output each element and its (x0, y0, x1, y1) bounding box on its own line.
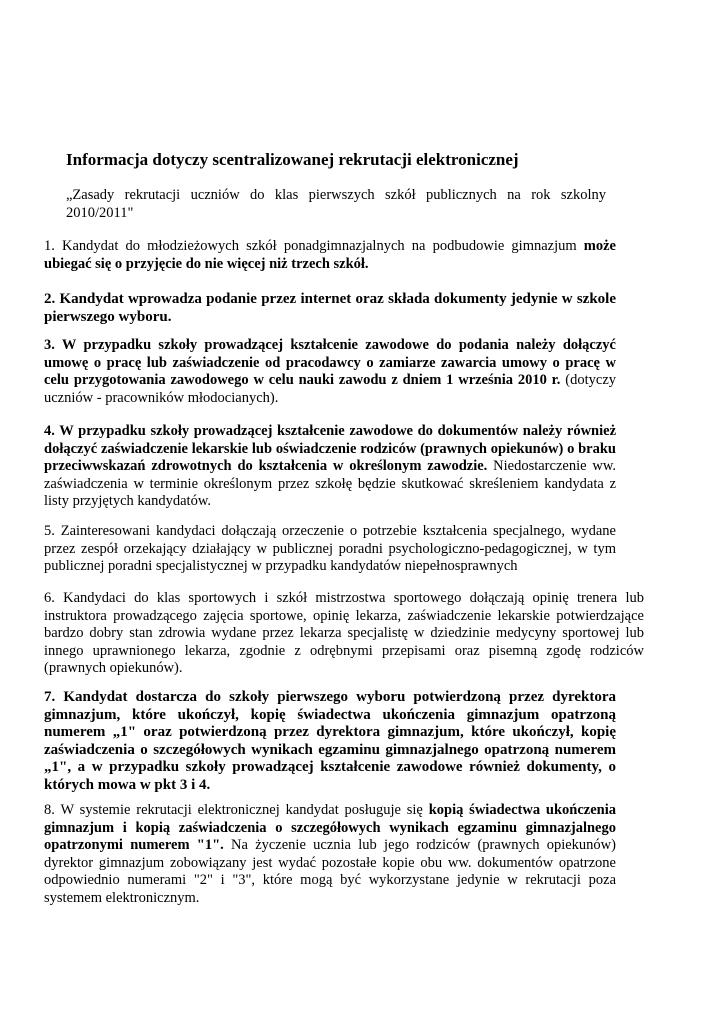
paragraph-8-text-b: Na życzenie ucznia lub jego rodziców (prawnych opiekunów) dyrektor gimnazjum zobowiązany jest wydać pozostałe kopie obu ww. dokumentów opatrzone odpowiednio numerami "2" i "3", które mogą być wykorzystane jedynie w rekrutacji poza systemem elektronicznym. (44, 837, 616, 906)
paragraph-8-bold: kopią świadectwa ukończenia gimnazjum i kopią zaświadczenia o szczegółowych wynikach egzaminu gimnazjalnego opatrzonymi numerem "1". (44, 802, 616, 853)
paragraph-3-text: (dotyczy uczniów - pracowników młodocianych). (44, 372, 617, 406)
paragraph-7: 7. Kandydat dostarcza do szkoły pierwszego wyboru potwierdzoną przez dyrektora gimnazjum, które ukończył, kopię świadectwa ukończenia gimnazjum opatrzoną numerem „1" oraz potwierdzoną przez dyrektora gimnazjum, które ukończył, kopię zaświadczenia o szczegółowych wynikach egzaminu gimnazjalnego opatrzoną numerem „1", a w przypadku szkoły prowadzącej kształcenie zawodowe również dokumenty, o których mowa w pkt 3 i 4. (44, 689, 616, 793)
paragraph-4 (44, 423, 616, 511)
paragraph-2: 2. Kandydat wprowadza podanie przez internet oraz składa dokumenty jedynie w szkole pierwszego wyboru. (44, 291, 616, 325)
document-subtitle: „Zasady rekrutacji uczniów do klas pierwszych szkół publicznych na rok szkolny 2010/2011" (66, 187, 606, 221)
paragraph-4-bold: 4. W przypadku szkoły prowadzącej kształcenie zawodowe do dokumentów należy również dołączyć zaświadczenie lekarskie lub oświadczenie rodziców (prawnych opiekunów) o braku przeciwwskazań zdrowotnych do kształcenia w określonym zawodzie. (44, 423, 616, 474)
paragraph-1 (44, 238, 616, 273)
paragraph-3-bold: 3. W przypadku szkoły prowadzącej kształcenie zawodowe do podania należy dołączyć umowę o pracę lub zaświadczenie od pracodawcy o zamiarze zawarcia umowy o pracę w celu przygotowania zawodowego w celu nauki zawodu z dniem 1 września 2010 r. (44, 337, 616, 388)
paragraph-4-text: Niedostarczenie ww. zaświadczenia w terminie określonym przez szkołę będzie skutkować skreśleniem kandydata z listy przyjętych kandydatów. (44, 458, 616, 509)
paragraph-6: 6. Kandydaci do klas sportowych i szkół mistrzostwa sportowego dołączają opinię trenera lub instruktora prowadzącego zajęcia sportowe, opinię lekarza, zaświadczenie lekarskie potwierdzające bardzo dobry stan zdrowia wydane przez lekarza specjalistę w dziedzinie medycyny sportowej lub innego uprawnionego lekarza, zgodnie z odrębnymi przepisami oraz pisemną zgodę rodziców (prawnych opiekunów). (44, 590, 644, 676)
paragraph-5: 5. Zainteresowani kandydaci dołączają orzeczenie o potrzebie kształcenia specjalnego, wydane przez zespół orzekający działający w publicznej poradni psychologiczno-pedagogicznej, w tym publicznej poradni specjalistycznej w przypadku kandydatów niepełnosprawnych (44, 523, 616, 574)
paragraph-3 (44, 337, 616, 407)
paragraph-1-bold: może ubiegać się o przyjęcie do nie więcej niż trzech szkół. (44, 238, 616, 272)
paragraph-8-text-a: 8. W systemie rekrutacji elektronicznej kandydat posługuje się (44, 802, 429, 818)
paragraph-1-text: 1. Kandydat do młodzieżowych szkół ponadgimnazjalnych na podbudowie gimnazjum (44, 238, 584, 254)
document-title: Informacja dotyczy scentralizowanej rekrutacji elektronicznej (66, 150, 519, 169)
paragraph-8 (44, 802, 616, 907)
